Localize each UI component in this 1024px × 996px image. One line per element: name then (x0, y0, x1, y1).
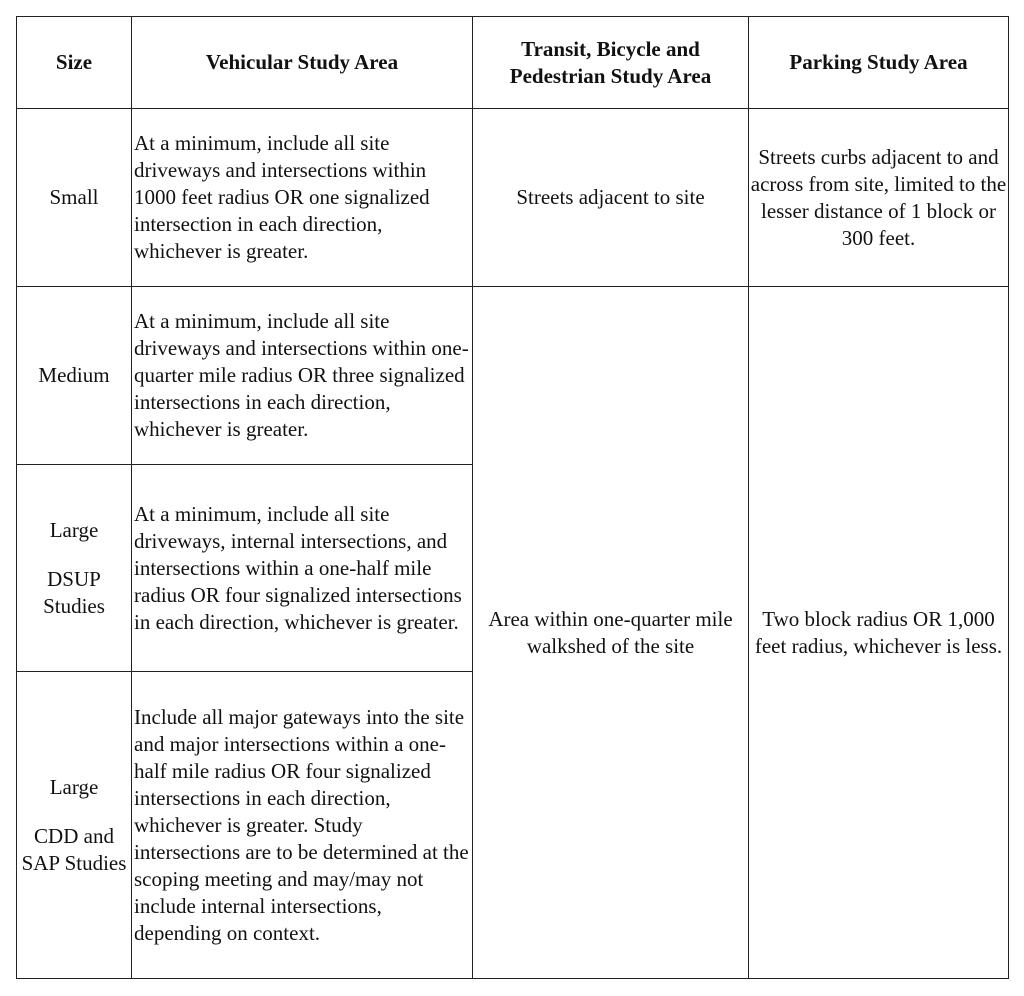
header-vehicular: Vehicular Study Area (132, 17, 473, 109)
transit-shared: Area within one-quarter mile walkshed of the site (473, 287, 749, 979)
parking-shared: Two block radius OR 1,000 feet radius, whichever is less. (749, 287, 1009, 979)
vehicular-small: At a minimum, include all site driveways and intersections within 1000 feet radius OR one signalized intersection in each direction, whichever is greater. (132, 109, 473, 287)
size-large-dsup-line2: DSUP Studies (43, 566, 105, 618)
size-medium: Medium (17, 287, 132, 465)
vehicular-medium: At a minimum, include all site driveways and intersections within one-quarter mile radius OR three signalized intersections in each direction, whichever is greater. (132, 287, 473, 465)
header-row (17, 17, 1009, 109)
header-parking: Parking Study Area (749, 17, 1009, 109)
vehicular-large-dsup: At a minimum, include all site driveways, internal intersections, and intersections within a one-half mile radius OR four signalized intersections in each direction, whichever is greater. (132, 465, 473, 672)
header-size: Size (17, 17, 132, 109)
study-area-table (16, 16, 1009, 979)
size-large-cdd-line1: Large (49, 774, 99, 799)
size-large-dsup (17, 465, 132, 672)
vehicular-large-cdd: Include all major gateways into the site and major intersections within a one-half mile radius OR four signalized intersections in each direction, whichever is greater. Study intersections are to be determined at the scoping meeting and may/may not include internal intersections, depending on context. (132, 672, 473, 979)
parking-small: Streets curbs adjacent to and across from site, limited to the lesser distance of 1 block or 300 feet. (749, 109, 1009, 287)
size-large-dsup-line1: Large (49, 517, 99, 542)
size-large-cdd-line2: CDD and SAP Studies (21, 823, 127, 875)
row-small (17, 109, 1009, 287)
row-medium (17, 287, 1009, 465)
size-small: Small (17, 109, 132, 287)
transit-small: Streets adjacent to site (473, 109, 749, 287)
header-transit: Transit, Bicycle and Pedestrian Study Area (473, 17, 749, 109)
size-large-cdd (17, 672, 132, 979)
